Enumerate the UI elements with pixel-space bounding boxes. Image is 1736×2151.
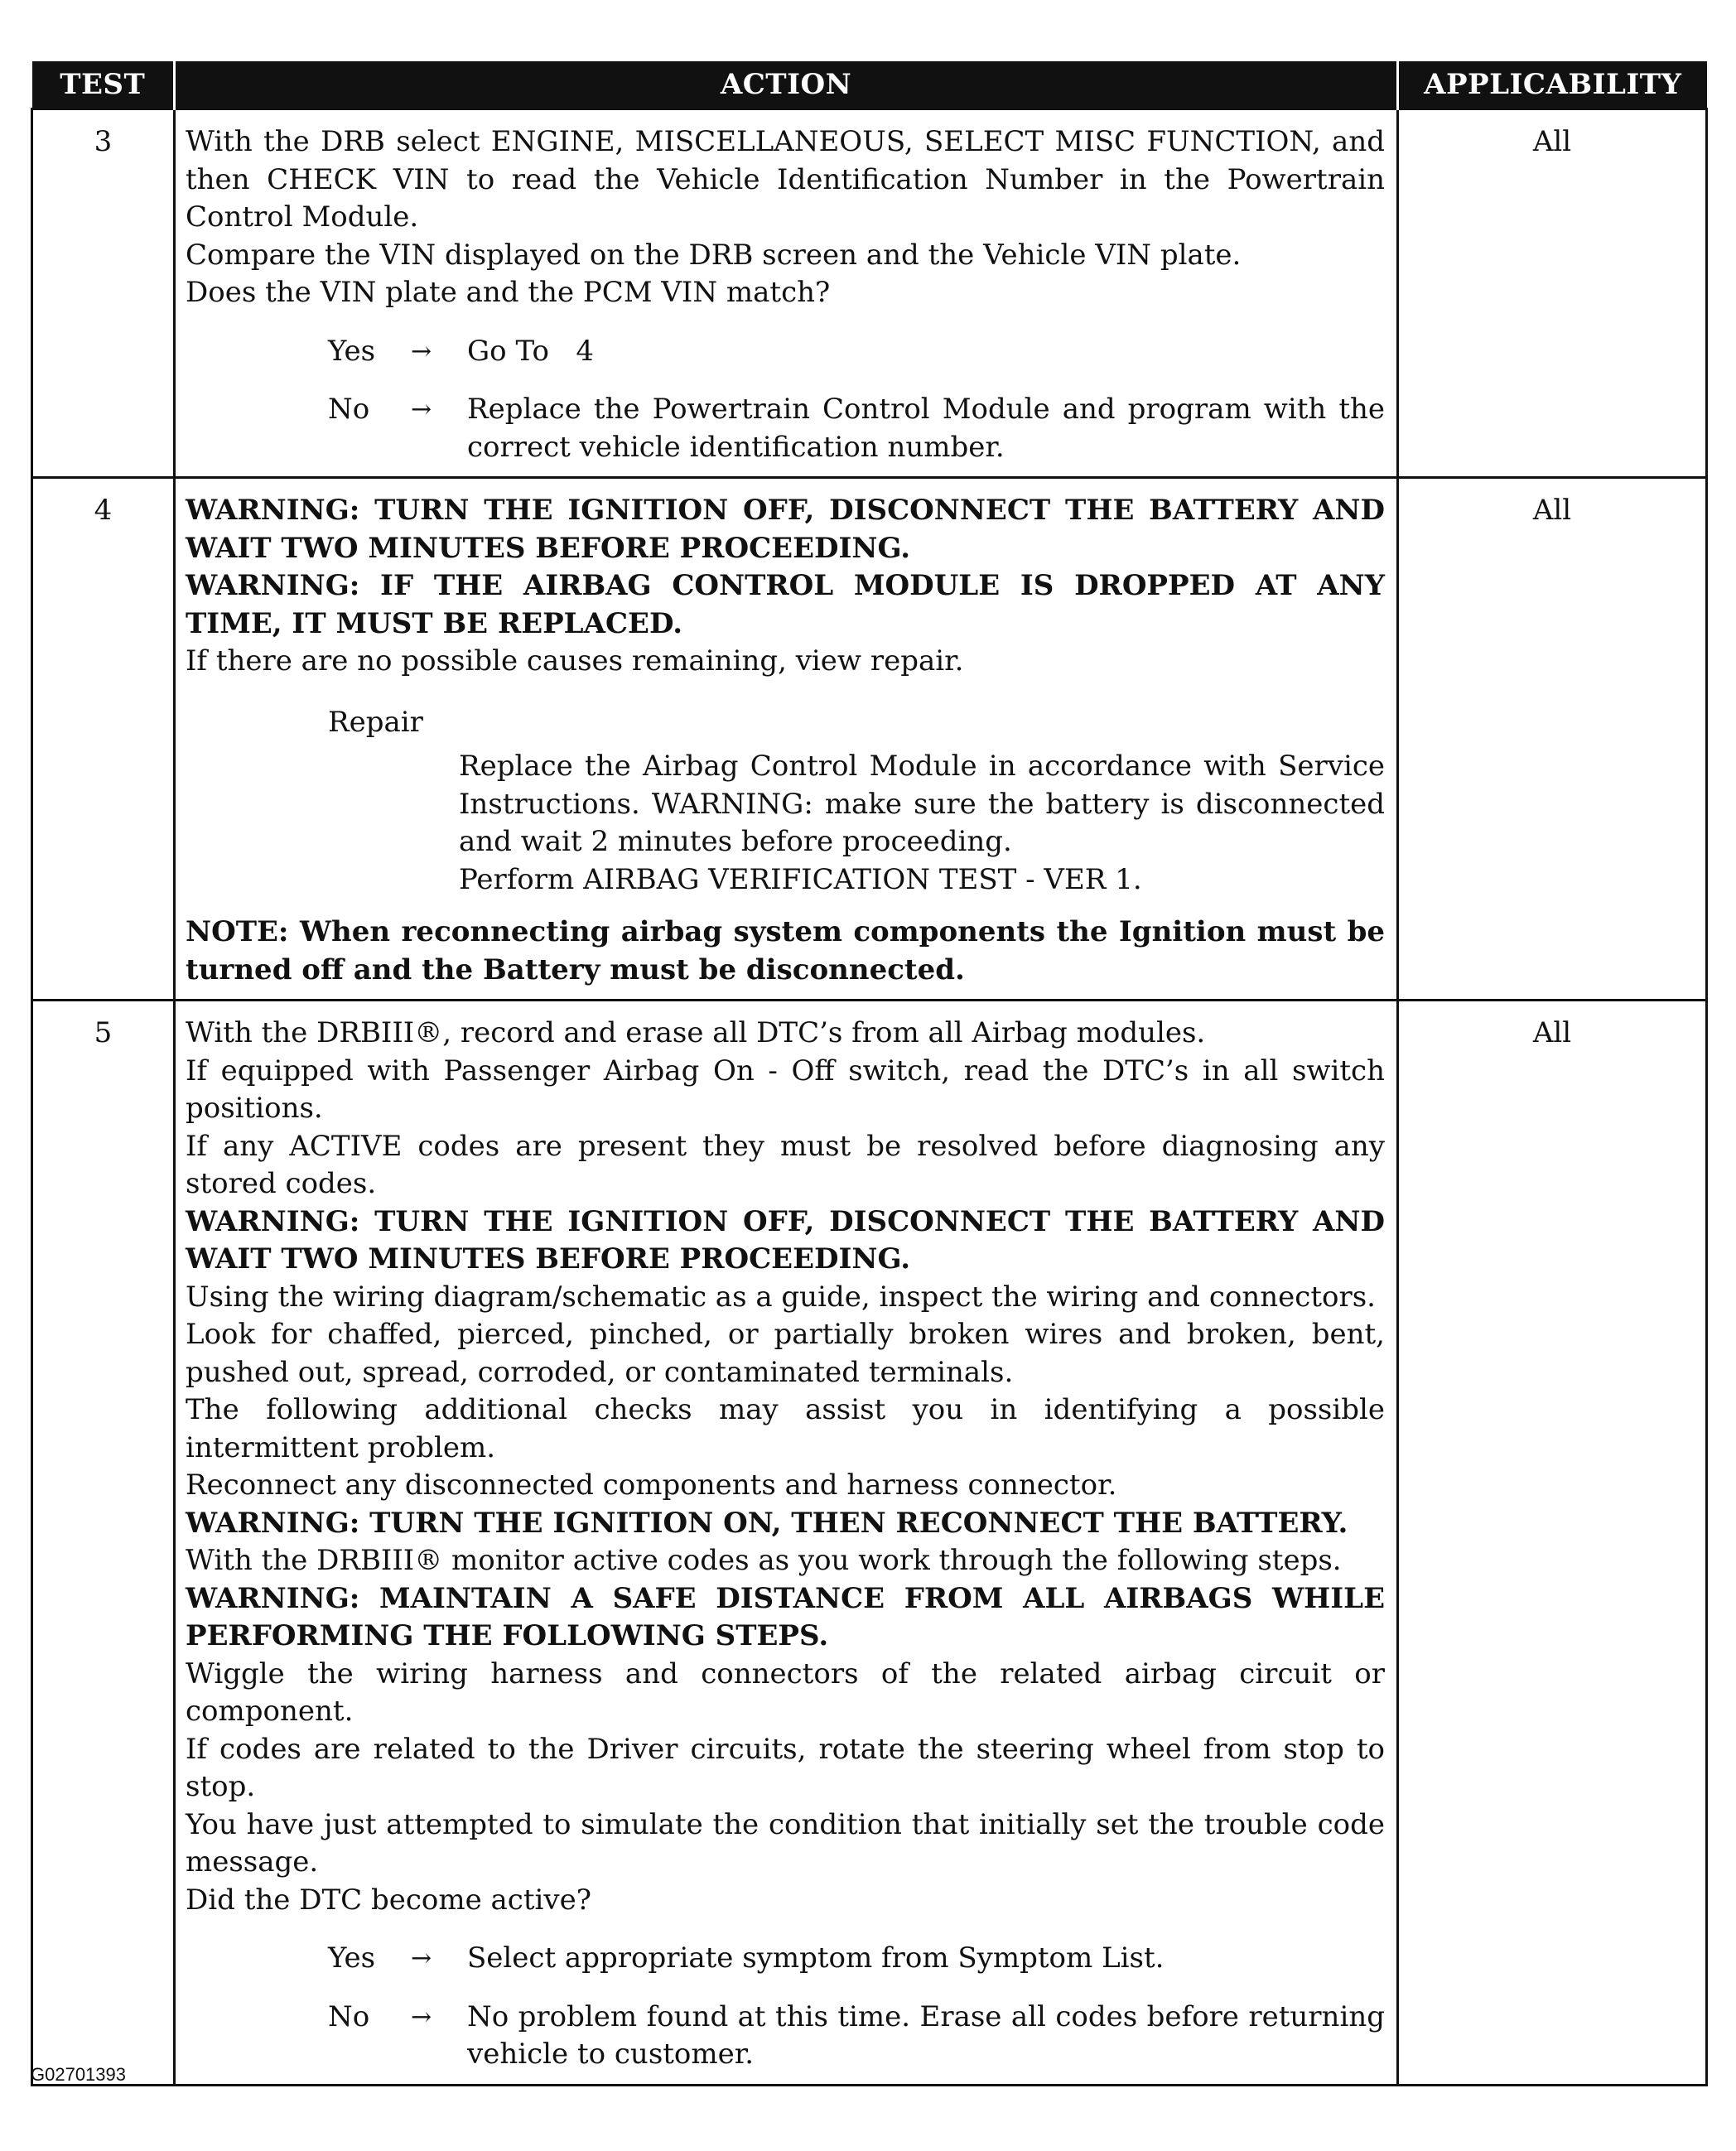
action-cell	[175, 1001, 1398, 2086]
table-row	[32, 1001, 1707, 2086]
action-text: Compare the VIN displayed on the DRB screen and the Vehicle VIN plate.	[186, 238, 1242, 272]
figure-code: G02701393	[31, 2064, 126, 2085]
arrow-right-icon: →	[411, 1944, 432, 1973]
action-text: Wiggle the wiring harness and connectors of the related airbag circuit or component.	[186, 1657, 1385, 1728]
applicability-cell: All	[1398, 1001, 1707, 2086]
action-text: The following additional checks may assist you in identifying a possible intermittent problem.	[186, 1393, 1385, 1464]
repair-text: Replace the Airbag Control Module in accordance with Service Instructions. WARNING: make sure the battery is disconnected and wait 2 minutes before proceeding.	[459, 750, 1385, 858]
action-text: Did the DTC become active?	[186, 1883, 591, 1917]
action-text: If there are no possible causes remaining, view repair.	[186, 644, 964, 678]
warning-text: WARNING: MAINTAIN A SAFE DISTANCE FROM ALL AIRBAGS WHILE PERFORMING THE FOLLOWING STEPS.	[186, 1581, 1385, 1652]
branch-yes	[186, 333, 1385, 371]
branch-no	[186, 1999, 1385, 2074]
branch-text: Go To 4	[467, 334, 594, 368]
header-test: TEST	[32, 61, 175, 109]
applicability-cell: All	[1398, 109, 1707, 478]
action-text: Does the VIN plate and the PCM VIN match?	[186, 276, 831, 309]
action-text: Using the wiring diagram/schematic as a guide, inspect the wiring and connectors.	[186, 1280, 1376, 1314]
branch-label: No	[328, 393, 370, 426]
branch-no	[186, 391, 1385, 466]
action-cell	[175, 109, 1398, 478]
arrow-right-icon: →	[411, 2002, 432, 2032]
test-number: 4	[32, 478, 175, 1001]
header-action: ACTION	[175, 61, 1398, 109]
branch-label: Yes	[328, 334, 376, 368]
warning-text: WARNING: TURN THE IGNITION OFF, DISCONNECT THE BATTERY AND WAIT TWO MINUTES BEFORE PROCEEDING.	[186, 494, 1385, 565]
applicability-cell: All	[1398, 478, 1707, 1001]
action-text: Reconnect any disconnected components and harness connector.	[186, 1469, 1117, 1502]
repair-perform: Perform AIRBAG VERIFICATION TEST - VER 1.	[459, 862, 1142, 896]
table-row	[32, 478, 1707, 1001]
arrow-right-icon: →	[411, 395, 432, 424]
action-text: If any ACTIVE codes are present they must be resolved before diagnosing any stored codes.	[186, 1129, 1385, 1200]
branch-label: No	[328, 1999, 370, 2033]
action-text: If equipped with Passenger Airbag On - Off switch, read the DTC’s in all switch positions.	[186, 1054, 1385, 1125]
branch-yes	[186, 1940, 1385, 1978]
diagnostic-test-table	[31, 61, 1708, 2086]
branch-text: No problem found at this time. Erase all codes before returning vehicle to customer.	[467, 1999, 1385, 2071]
test-number: 5	[32, 1001, 175, 2086]
action-cell	[175, 478, 1398, 1001]
action-text: Look for chaffed, pierced, pinched, or partially broken wires and broken, bent, pushed out, spread, corroded, or contaminated terminals.	[186, 1318, 1385, 1389]
action-text: You have just attempted to simulate the condition that initially set the trouble code message.	[186, 1807, 1385, 1879]
branch-label: Yes	[328, 1941, 376, 1975]
action-text: With the DRBIII® monitor active codes as you work through the following steps.	[186, 1544, 1342, 1577]
table-row	[32, 109, 1707, 478]
repair-label: Repair	[328, 705, 423, 739]
repair-instructions	[459, 748, 1385, 899]
branch-text: Replace the Powertrain Control Module and program with the correct vehicle identification number.	[467, 393, 1385, 464]
warning-text: WARNING: TURN THE IGNITION OFF, DISCONNECT THE BATTERY AND WAIT TWO MINUTES BEFORE PROCEEDING.	[186, 1204, 1385, 1276]
arrow-right-icon: →	[411, 336, 432, 366]
note-text: NOTE: When reconnecting airbag system components the Ignition must be turned off and the Battery must be disconnected.	[186, 915, 1385, 986]
branch-text: Select appropriate symptom from Symptom List.	[467, 1941, 1165, 1975]
warning-text: WARNING: IF THE AIRBAG CONTROL MODULE IS DROPPED AT ANY TIME, IT MUST BE REPLACED.	[186, 569, 1385, 640]
action-text: If codes are related to the Driver circuits, rotate the steering wheel from stop to stop.	[186, 1732, 1385, 1803]
table-header-row	[32, 61, 1707, 109]
warning-text: WARNING: TURN THE IGNITION ON, THEN RECONNECT THE BATTERY.	[186, 1506, 1348, 1540]
header-applicability: APPLICABILITY	[1398, 61, 1707, 109]
test-number: 3	[32, 109, 175, 478]
action-text: With the DRB select ENGINE, MISCELLANEOUS, SELECT MISC FUNCTION, and then CHECK VIN to read the Vehicle Identification Number in the Powertrain Control Module.	[186, 125, 1385, 234]
action-text: With the DRBIII®, record and erase all DTC’s from all Airbag modules.	[186, 1016, 1206, 1049]
